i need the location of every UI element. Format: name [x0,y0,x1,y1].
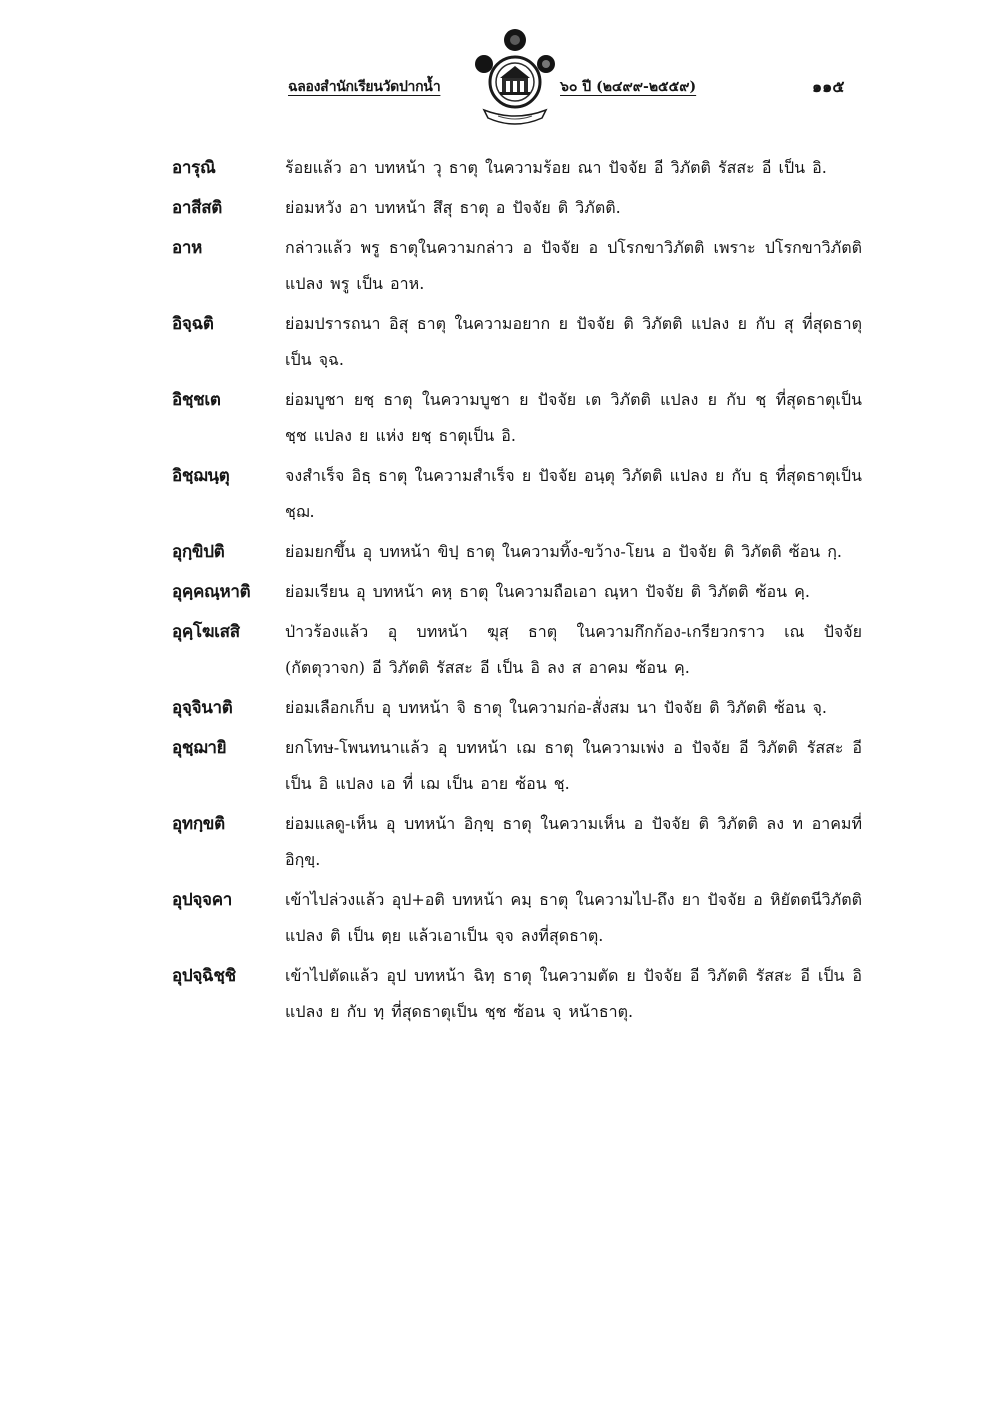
entry-term: อุชฺฌายิ [172,738,227,758]
glossary-entry [172,190,862,226]
temple-emblem-icon [470,26,560,132]
entry-definition: ป่าวร้องแล้ว อุ บทหน้า ฆุสฺ ธาตุ ในความกึกก้อง-เกรียวกราว เณ ปัจจัย (กัตตุวาจก) อี วิภัตติ รัสสะ อี เป็น อิ ลง ส อาคม ซ้อน คฺ. [285,622,862,677]
entry-term: อิชฺฌนฺตุ [172,466,230,486]
glossary-entry [172,382,862,454]
glossary-entry [172,730,862,802]
entry-term: อาสีสติ [172,198,223,218]
header-institution: ฉลองสำนักเรียนวัดปากน้ำ [288,79,441,95]
entry-definition: จงสำเร็จ อิธฺ ธาตุ ในความสำเร็จ ย ปัจจัย อนฺตุ วิภัตติ แปลง ย กับ ธฺ ที่สุดธาตุเป็น ชฺฌ. [285,466,862,521]
entry-term: อุจฺจินาติ [172,698,233,718]
entry-term: อิจฺฉติ [172,314,214,334]
entry-definition: ยกโทษ-โพนทนาแล้ว อุ บทหน้า เฌ ธาตุ ในความเพ่ง อ ปัจจัย อี วิภัตติ รัสสะ อี เป็น อิ แปลง เอ ที่ เฌ เป็น อาย ซ้อน ชฺ. [285,738,862,793]
glossary-entry [172,458,862,530]
entry-definition: ย่อมแลดู-เห็น อุ บทหน้า อิกฺขฺ ธาตุ ในความเห็น อ ปัจจัย ติ วิภัตติ ลง ท อาคมที่ อิกฺขฺ. [285,814,862,869]
entry-term: อุปจฺจคา [172,890,233,910]
entry-definition: ร้อยแล้ว อา บทหน้า วุ ธาตุ ในความร้อย ณา ปัจจัย อี วิภัตติ รัสสะ อี เป็น อิ. [285,158,827,177]
entry-definition: กล่าวแล้ว พรู ธาตุในความกล่าว อ ปัจจัย อ ปโรกขาวิภัตติ เพราะ ปโรกขาวิภัตติ แปลง พรู เป็น อาห. [285,238,862,293]
entry-term: อุปจฺฉิชฺชิ [172,966,236,986]
glossary [172,150,862,1034]
entry-definition: ย่อมยกขึ้น อุ บทหน้า ขิปฺ ธาตุ ในความทิ้ง-ขว้าง-โยน อ ปัจจัย ติ วิภัตติ ซ้อน กฺ. [285,542,842,561]
entry-definition: ย่อมบูชา ยชฺ ธาตุ ในความบูชา ย ปัจจัย เต วิภัตติ แปลง ย กับ ชฺ ที่สุดธาตุเป็น ชฺช แปลง ย แห่ง ยชฺ ธาตุเป็น อิ. [285,390,862,445]
entry-term: อุคฺโฆเสสิ [172,622,240,642]
glossary-entry [172,614,862,686]
entry-definition: ย่อมปรารถนา อิสุ ธาตุ ในความอยาก ย ปัจจัย ติ วิภัตติ แปลง ย กับ สุ ที่สุดธาตุเป็น จฺฉ. [285,314,862,369]
header-years: ๖๐ ปี (๒๔๙๙-๒๕๕๙) [560,79,697,95]
entry-term: อุคฺคณฺหาติ [172,582,251,602]
entry-definition: ย่อมหวัง อา บทหน้า สึสุ ธาตุ อ ปัจจัย ติ วิภัตติ. [285,198,621,217]
entry-definition: เข้าไปล่วงแล้ว อุป+อติ บทหน้า คมฺ ธาตุ ในความไป-ถึง ยา ปัจจัย อ หิยัตตนีวิภัตติ แปลง ติ เป็น ตฺย แล้วเอาเป็น จฺจ ลงที่สุดธาตุ. [285,890,862,945]
entry-definition: ย่อมเรียน อุ บทหน้า คหฺ ธาตุ ในความถือเอา ณฺหา ปัจจัย ติ วิภัตติ ซ้อน คฺ. [285,582,810,601]
entry-definition: เข้าไปตัดแล้ว อุป บทหน้า ฉิทฺ ธาตุ ในความตัด ย ปัจจัย อี วิภัตติ รัสสะ อี เป็น อิ แปลง ย กับ ทฺ ที่สุดธาตุเป็น ชฺช ซ้อน จฺ หน้าธาตุ. [285,966,862,1021]
entry-term: อุกฺขิปติ [172,542,225,562]
glossary-entry [172,230,862,302]
entry-term: อารุณิ [172,158,216,178]
glossary-entry [172,882,862,954]
glossary-entry [172,690,862,726]
page-header [0,0,1000,140]
page-number: ๑๑๕ [812,77,845,96]
glossary-entry [172,150,862,186]
glossary-entry [172,534,862,570]
glossary-entry [172,958,862,1030]
glossary-entry [172,574,862,610]
entry-definition: ย่อมเลือกเก็บ อุ บทหน้า จิ ธาตุ ในความก่อ-สั่งสม นา ปัจจัย ติ วิภัตติ ซ้อน จฺ. [285,698,827,717]
entry-term: อุทกฺขติ [172,814,225,834]
glossary-entry [172,806,862,878]
entry-term: อิชฺชเต [172,390,221,410]
entry-term: อาห [172,238,203,258]
glossary-entry [172,306,862,378]
